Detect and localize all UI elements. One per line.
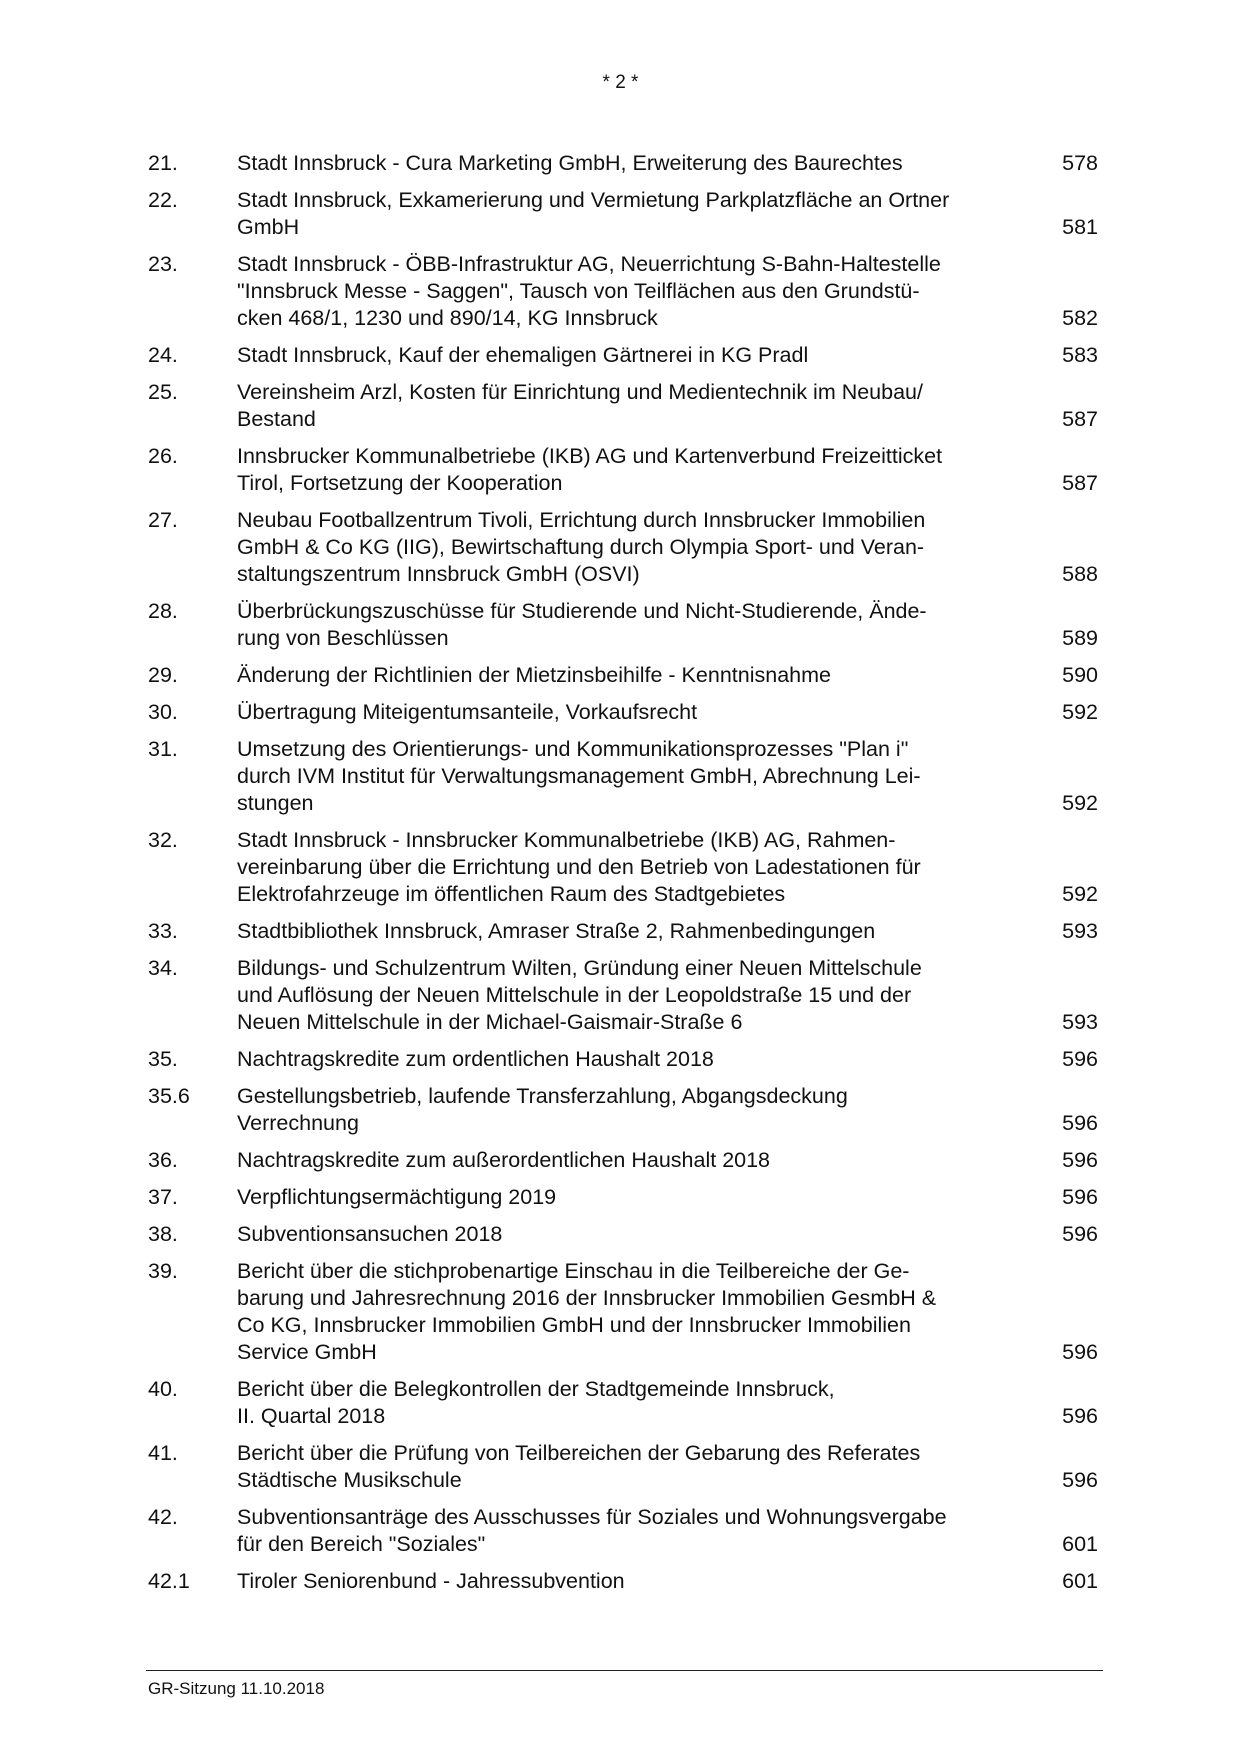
toc-entry: [148, 1184, 1098, 1211]
toc-entry-page-number: 596: [1062, 1047, 1098, 1071]
toc-entry-title: [237, 1376, 1027, 1430]
toc-entry-number: 28.: [148, 599, 178, 623]
toc-entry-number: 34.: [148, 956, 178, 980]
toc-entry-title: [237, 1221, 1027, 1248]
toc-entry-title: [237, 342, 1027, 369]
toc-entry-title-line: Tirol, Fortsetzung der Kooperation: [237, 471, 563, 495]
toc-entry-number: 29.: [148, 663, 178, 687]
toc-entry-title-line: Stadt Innsbruck - Cura Marketing GmbH, Erweiterung des Baurechtes: [237, 151, 903, 175]
toc-entry-title: [237, 918, 1027, 945]
toc-entry-page-number: 587: [1062, 407, 1098, 431]
toc-entry: [148, 1440, 1098, 1494]
toc-entry-title-line: Tiroler Seniorenbund - Jahressubvention: [237, 1569, 625, 1593]
toc-entry-page-number: 582: [1062, 306, 1098, 330]
toc-entry-title-line: barung und Jahresrechnung 2016 der Innsbrucker Immobilien GesmbH &: [237, 1286, 937, 1310]
toc-entry-title-line: Stadt Innsbruck, Kauf der ehemaligen Gärtnerei in KG Pradl: [237, 343, 809, 367]
toc-entry-page-number: 592: [1062, 700, 1098, 724]
toc-entry-title-line: GmbH: [237, 215, 300, 239]
toc-entry-page-number: 601: [1062, 1532, 1098, 1556]
toc-entry-title-line: Stadtbibliothek Innsbruck, Amraser Straße 2, Rahmenbedingungen: [237, 919, 876, 943]
toc-entry-title: [237, 379, 1027, 433]
toc-entry-title: [237, 1258, 1027, 1366]
toc-entry-number: 37.: [148, 1185, 178, 1209]
toc-entry-title: [237, 662, 1027, 689]
toc-entry-title-line: Neubau Footballzentrum Tivoli, Errichtung durch Innsbrucker Immobilien: [237, 508, 926, 532]
toc-entry-number: 39.: [148, 1259, 178, 1283]
toc-entry-page-number: 581: [1062, 215, 1098, 239]
toc-entry-title-line: Nachtragskredite zum außerordentlichen Haushalt 2018: [237, 1148, 771, 1172]
toc-entry: [148, 1504, 1098, 1558]
toc-entry-page-number: 596: [1062, 1185, 1098, 1209]
toc-entry: [148, 507, 1098, 588]
toc-entry-title-line: und Auflösung der Neuen Mittelschule in der Leopoldstraße 15 und der: [237, 983, 912, 1007]
toc-entry-title-line: Bildungs- und Schulzentrum Wilten, Gründung einer Neuen Mittelschule: [237, 956, 922, 980]
toc-entry-page-number: 596: [1062, 1111, 1098, 1135]
toc-entry: [148, 187, 1098, 241]
toc-entry-title-line: Subventionsansuchen 2018: [237, 1222, 503, 1246]
toc-entry-page-number: 596: [1062, 1148, 1098, 1172]
toc-entry-title: [237, 507, 1027, 588]
toc-entry-page-number: 578: [1062, 151, 1098, 175]
toc-entry-number: 30.: [148, 700, 178, 724]
toc-entry-title: [237, 598, 1027, 652]
toc-entry-number: 35.: [148, 1047, 178, 1071]
toc-entry-number: 24.: [148, 343, 178, 367]
toc-entry-title-line: Verpflichtungsermächtigung 2019: [237, 1185, 557, 1209]
toc-entry: [148, 699, 1098, 726]
toc-entry-title-line: Stadt Innsbruck - Innsbrucker Kommunalbetriebe (IKB) AG, Rahmen-: [237, 828, 896, 852]
toc-entry-page-number: 596: [1062, 1340, 1098, 1364]
toc-entry-title-line: Nachtragskredite zum ordentlichen Haushalt 2018: [237, 1047, 714, 1071]
toc-entry: [148, 918, 1098, 945]
toc-entry-title: [237, 1184, 1027, 1211]
toc-entry-number: 31.: [148, 737, 178, 761]
toc-entry-title: [237, 736, 1027, 817]
toc-entry-title-line: Innsbrucker Kommunalbetriebe (IKB) AG und Kartenverbund Freizeitticket: [237, 444, 943, 468]
toc-entry-title-line: Änderung der Richtlinien der Mietzinsbeihilfe - Kenntnisnahme: [237, 663, 831, 687]
toc-entry-number: 41.: [148, 1441, 178, 1465]
toc-entry-title-line: stungen: [237, 791, 314, 815]
toc-entry-title-line: Verrechnung: [237, 1111, 359, 1135]
toc-entry: [148, 662, 1098, 689]
toc-entry-title-line: Elektrofahrzeuge im öffentlichen Raum des Stadtgebietes: [237, 882, 786, 906]
page-marker: * 2 *: [602, 72, 639, 93]
toc-entry-title: [237, 443, 1027, 497]
toc-entry: [148, 1221, 1098, 1248]
toc-entry-title-line: Subventionsanträge des Ausschusses für Soziales und Wohnungsvergabe: [237, 1505, 947, 1529]
toc-entry-title: [237, 1504, 1027, 1558]
toc-entry: [148, 1147, 1098, 1174]
toc-entry-title: [237, 1046, 1027, 1073]
toc-entry: [148, 443, 1098, 497]
toc-entry-page-number: 596: [1062, 1404, 1098, 1428]
toc-entry-page-number: 596: [1062, 1468, 1098, 1492]
toc-entry-title: [237, 150, 1027, 177]
toc-entry-number: 40.: [148, 1377, 178, 1401]
toc-entry-page-number: 601: [1062, 1569, 1098, 1593]
toc-entry-title-line: Stadt Innsbruck, Exkamerierung und Vermietung Parkplatzfläche an Ortner: [237, 188, 950, 212]
toc-entry-title-line: Co KG, Innsbrucker Immobilien GmbH und der Innsbrucker Immobilien: [237, 1313, 911, 1337]
toc-entry-page-number: 592: [1062, 882, 1098, 906]
toc-entry-title: [237, 1147, 1027, 1174]
toc-entry-page-number: 583: [1062, 343, 1098, 367]
toc-entry-page-number: 592: [1062, 791, 1098, 815]
toc-entry: [148, 736, 1098, 817]
toc-entry-page-number: 593: [1062, 1010, 1098, 1034]
toc-entry-title-line: Bericht über die Prüfung von Teilbereichen der Gebarung des Referates: [237, 1441, 921, 1465]
toc-entry-number: 22.: [148, 188, 178, 212]
toc-entry-title-line: "Innsbruck Messe - Saggen", Tausch von Teilflächen aus den Grundstü-: [237, 279, 920, 303]
toc-entry-page-number: 590: [1062, 663, 1098, 687]
toc-entry-title-line: Stadt Innsbruck - ÖBB-Infrastruktur AG, Neuerrichtung S-Bahn-Haltestelle: [237, 252, 941, 276]
toc-entry: [148, 379, 1098, 433]
toc-entry-number: 35.6: [148, 1084, 190, 1108]
toc-entry-title: [237, 1568, 1027, 1595]
toc-entry-number: 27.: [148, 508, 178, 532]
toc-entry-page-number: 589: [1062, 626, 1098, 650]
toc-entry: [148, 1376, 1098, 1430]
footer-divider: [146, 1670, 1103, 1671]
toc-entry-number: 25.: [148, 380, 178, 404]
table-of-contents: [148, 150, 1098, 1605]
toc-entry-number: 23.: [148, 252, 178, 276]
toc-entry-title-line: Gestellungsbetrieb, laufende Transferzahlung, Abgangsdeckung: [237, 1084, 848, 1108]
toc-entry-title-line: Service GmbH: [237, 1340, 377, 1364]
toc-entry: [148, 1568, 1098, 1595]
toc-entry-title-line: Vereinsheim Arzl, Kosten für Einrichtung und Medientechnik im Neubau/: [237, 380, 923, 404]
toc-entry-number: 42.1: [148, 1569, 190, 1593]
toc-entry-number: 42.: [148, 1505, 178, 1529]
toc-entry-title: [237, 251, 1027, 332]
toc-entry-title-line: Städtische Musikschule: [237, 1468, 462, 1492]
toc-entry-title-line: für den Bereich "Soziales": [237, 1532, 486, 1556]
toc-entry: [148, 1258, 1098, 1366]
toc-entry: [148, 1083, 1098, 1137]
toc-entry-number: 33.: [148, 919, 178, 943]
toc-entry-title-line: Bericht über die Belegkontrollen der Stadtgemeinde Innsbruck,: [237, 1377, 835, 1401]
toc-entry-title-line: staltungszentrum Innsbruck GmbH (OSVI): [237, 562, 640, 586]
toc-entry-title-line: Neuen Mittelschule in der Michael-Gaismair-Straße 6: [237, 1010, 743, 1034]
toc-entry-title-line: cken 468/1, 1230 und 890/14, KG Innsbruck: [237, 306, 658, 330]
toc-entry-title: [237, 955, 1027, 1036]
toc-entry-title-line: Überbrückungszuschüsse für Studierende und Nicht-Studierende, Ände-: [237, 599, 927, 623]
toc-entry: [148, 598, 1098, 652]
toc-entry-page-number: 587: [1062, 471, 1098, 495]
toc-entry: [148, 342, 1098, 369]
toc-entry-title-line: Umsetzung des Orientierungs- und Kommunikationsprozesses "Plan i": [237, 737, 909, 761]
toc-entry-title-line: II. Quartal 2018: [237, 1404, 386, 1428]
toc-entry-title-line: Übertragung Miteigentumsanteile, Vorkaufsrecht: [237, 700, 698, 724]
footer-session-label: GR-Sitzung 11.10.2018: [148, 1679, 325, 1698]
toc-entry-number: 38.: [148, 1222, 178, 1246]
toc-entry-number: 21.: [148, 151, 178, 175]
toc-entry-page-number: 593: [1062, 919, 1098, 943]
toc-entry-number: 36.: [148, 1148, 178, 1172]
toc-entry-number: 32.: [148, 828, 178, 852]
toc-entry-title: [237, 699, 1027, 726]
toc-entry-title: [237, 187, 1027, 241]
toc-entry: [148, 955, 1098, 1036]
toc-entry-title-line: vereinbarung über die Errichtung und den Betrieb von Ladestationen für: [237, 855, 921, 879]
toc-entry: [148, 150, 1098, 177]
toc-entry-title-line: GmbH & Co KG (IIG), Bewirtschaftung durch Olympia Sport- und Veran-: [237, 535, 925, 559]
toc-entry-title-line: Bericht über die stichprobenartige Einschau in die Teilbereiche der Ge-: [237, 1259, 910, 1283]
toc-entry-title: [237, 827, 1027, 908]
toc-entry-title-line: Bestand: [237, 407, 316, 431]
toc-entry-page-number: 588: [1062, 562, 1098, 586]
toc-entry-title-line: durch IVM Institut für Verwaltungsmanagement GmbH, Abrechnung Lei-: [237, 764, 921, 788]
toc-entry: [148, 827, 1098, 908]
toc-entry-title: [237, 1083, 1027, 1137]
toc-entry-title-line: rung von Beschlüssen: [237, 626, 449, 650]
toc-entry: [148, 1046, 1098, 1073]
toc-entry-number: 26.: [148, 444, 178, 468]
toc-entry: [148, 251, 1098, 332]
toc-entry-title: [237, 1440, 1027, 1494]
toc-entry-page-number: 596: [1062, 1222, 1098, 1246]
